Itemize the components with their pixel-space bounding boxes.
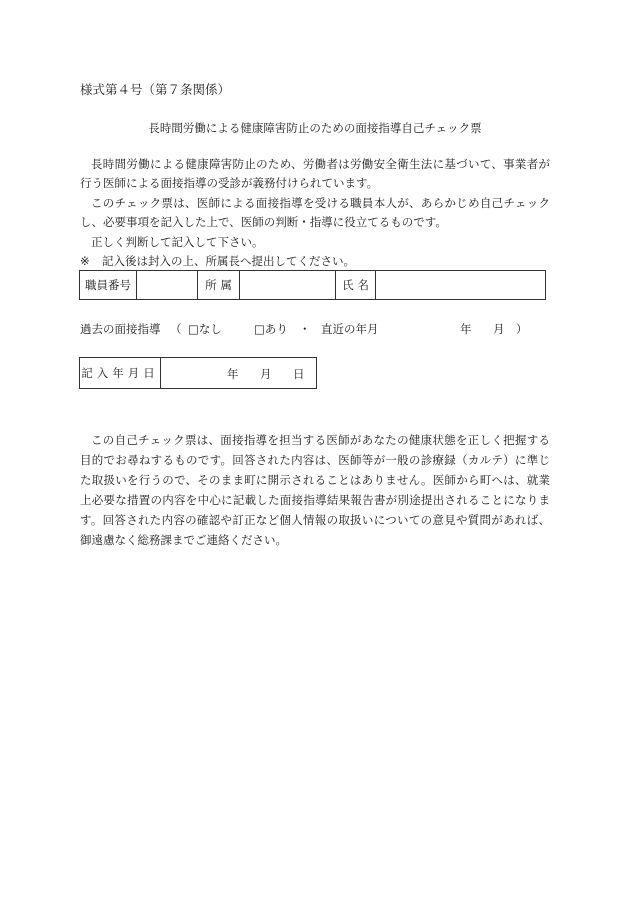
separator-dot: ・ — [299, 322, 311, 336]
entry-date-field[interactable] — [161, 358, 317, 389]
department-label: 所 属 — [198, 271, 240, 300]
note-mark: ※ — [80, 254, 90, 268]
entry-date-table — [79, 357, 317, 389]
note-text: 記入後は封入の上、所属長へ提出してください。 — [102, 254, 355, 268]
option-none-checkbox[interactable]: □なし — [188, 322, 222, 336]
past-interview-label: 過去の面接指導 — [80, 322, 161, 336]
employee-number-label: 職員番号 — [80, 271, 137, 300]
recent-month-unit: 月 — [493, 322, 505, 336]
open-paren: （ — [170, 322, 182, 336]
intro-paragraph-2: このチェック票は、医師による面接指導を受ける職員本人が、あらかじめ自己チェックし、必要事項を記入した上で、医師の判断・指導に役立てるものです。 — [80, 196, 550, 229]
close-paren: ） — [516, 322, 528, 336]
privacy-notice: この自己チェック票は、面接指導を担当する医師があなたの健康状態を正しく把握する目的でお尋ねするものです。回答された内容は、医師等が一般の診療録（カルテ）に準じた取扱いを行うので、そのまま町に開示されることはありません。医師から町へは、就業上必要な措置の内容を中心に記載した面接指導結果報告書が別途提出されることになります。回答された内容の確認や訂正など個人情報の取扱いについての意見や質問があれば、御遠慮なく総務課までご連絡ください。 — [80, 433, 550, 547]
submission-note — [80, 252, 550, 271]
option-yes-checkbox[interactable]: □あり — [254, 322, 288, 336]
recent-date-label: 直近の年月 — [321, 322, 379, 336]
entry-date-label: 記入年月日 — [80, 358, 161, 389]
page-title: 長時間労働による健康障害防止のための面接指導自己チェック票 — [148, 121, 482, 135]
name-label: 氏 名 — [336, 271, 376, 300]
entry-month-unit: 月 — [260, 367, 272, 381]
name-field[interactable] — [376, 271, 546, 300]
intro-paragraph-1: 長時間労働による健康障害防止のため、労働者は労働安全衛生法に基づいて、事業者が行う医師による面接指導の受診が義務付けられています。 — [80, 157, 550, 190]
employee-info-table — [79, 270, 546, 300]
department-field[interactable] — [240, 271, 336, 300]
recent-year-unit: 年 — [460, 322, 472, 336]
form-number: 様式第４号（第７条関係） — [80, 82, 231, 97]
intro-paragraph-3: 正しく判断して記入して下さい。 — [91, 235, 264, 249]
employee-number-field[interactable] — [137, 271, 198, 300]
entry-day-unit: 日 — [293, 367, 305, 381]
entry-year-unit: 年 — [227, 367, 239, 381]
